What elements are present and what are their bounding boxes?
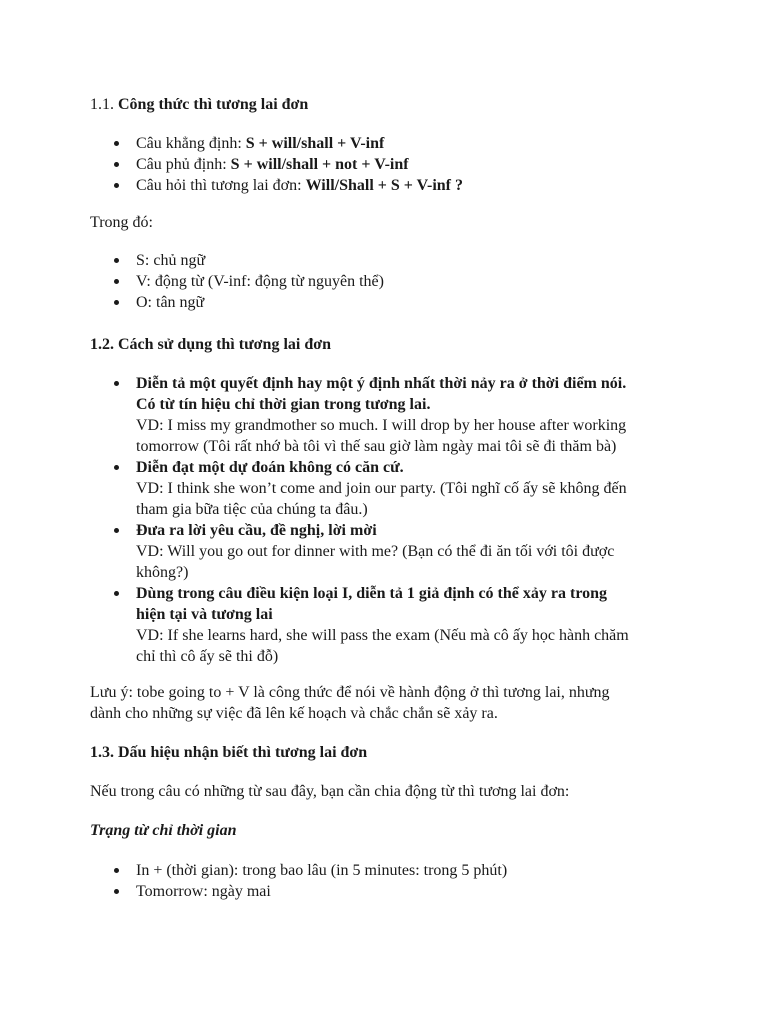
list-item: V: động từ (V-inf: động từ nguyên thể) <box>90 271 690 292</box>
list-item: Diễn đạt một dự đoán không có căn cứ. VD: I think she won’t come and join our party. (Tôi nghĩ cố ấy sẽ không đến tham gia bữa tiệc của chúng ta đâu.) <box>90 457 690 520</box>
list-item: Tomorrow: ngày mai <box>90 881 690 902</box>
section-number: 1.1. <box>90 96 114 113</box>
list-item: O: tân ngữ <box>90 292 690 313</box>
list-item: Câu khẳng định: S + will/shall + V-inf <box>90 133 690 154</box>
list-item: Câu phủ định: S + will/shall + not + V-inf <box>90 154 690 175</box>
adverb-list <box>90 860 690 902</box>
usage-list <box>90 373 690 667</box>
section-1-3-intro: Nếu trong câu có những từ sau đây, bạn cần chia động từ thì tương lai đơn: <box>90 783 570 800</box>
list-item: Dùng trong câu điều kiện loại I, diễn tả 1 giả định có thể xảy ra trong hiện tại và tương lai VD: If she learns hard, she will pass the exam (Nếu mà cô ấy học hành chăm chỉ thì cô ấy sẽ thi đỗ) <box>90 583 690 667</box>
list-item: Câu hỏi thì tương lai đơn: Will/Shall + S + V-inf ? <box>90 175 690 196</box>
where-label: Trong đó: <box>90 214 153 231</box>
section-1-2-heading: 1.2. Cách sử dụng thì tương lai đơn <box>90 336 331 353</box>
section-1-1-heading <box>90 94 690 115</box>
definition-list <box>90 250 690 313</box>
usage-note: Lưu ý: tobe going to + V là công thức để nói về hành động ở thì tương lai, nhưng dành cho những sự việc đã lên kế hoạch và chắc chắn sẽ xảy ra. <box>90 684 610 722</box>
formula-list <box>90 133 690 196</box>
list-item: S: chủ ngữ <box>90 250 690 271</box>
adverb-subheading: Trạng từ chỉ thời gian <box>90 822 237 839</box>
list-item: In + (thời gian): trong bao lâu (in 5 minutes: trong 5 phút) <box>90 860 690 881</box>
section-title: Công thức thì tương lai đơn <box>118 96 309 113</box>
list-item: Đưa ra lời yêu cầu, đề nghị, lời mời VD: Will you go out for dinner with me? (Bạn có thể đi ăn tối với tôi được không?) <box>90 520 690 583</box>
list-item: Diễn tả một quyết định hay một ý định nhất thời nảy ra ở thời điểm nói. Có từ tín hiệu chỉ thời gian trong tương lai. VD: I miss my grandmother so much. I will drop by her house after working tomorrow (Tôi rất nhớ bà tôi vì thế sau giờ làm ngày mai tôi sẽ đi thăm bà) <box>90 373 690 457</box>
section-1-3-heading: 1.3. Dấu hiệu nhận biết thì tương lai đơn <box>90 744 368 761</box>
